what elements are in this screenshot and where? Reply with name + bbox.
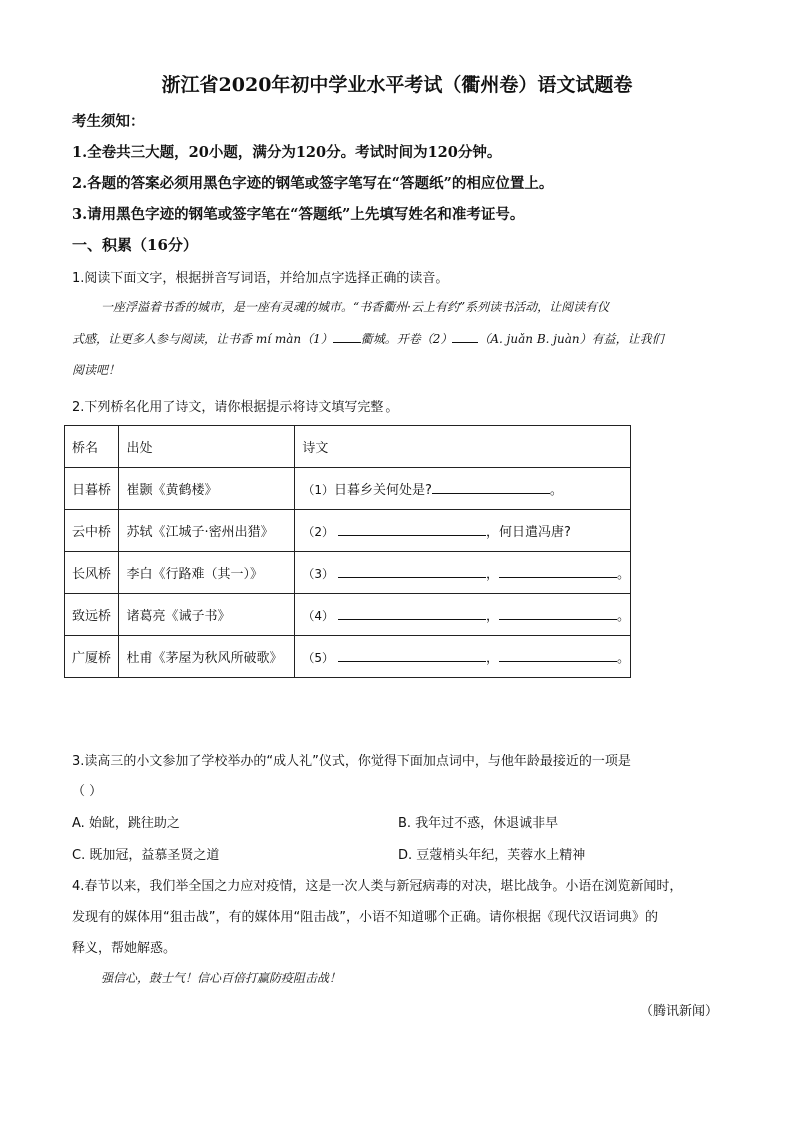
question-1-passage-line-3: 阅读吧！ <box>72 363 121 377</box>
poem-punct: 。 <box>616 609 630 624</box>
poem-line <box>295 636 631 678</box>
item-number: （5） <box>302 651 334 665</box>
poem-punct: 。 <box>616 567 630 582</box>
notice-item-1: 1.全卷共三大题，20小题，满分为120分。考试时间为120分钟。 <box>72 144 502 161</box>
poem-line <box>295 510 631 552</box>
bridge-name: 长风桥 <box>65 552 119 594</box>
notice-item-2: 2.各题的答案必须用黑色字迹的钢笔或签字笔写在“答题纸”的相应位置上。 <box>72 175 554 192</box>
answer-blank-2[interactable] <box>452 330 478 343</box>
news-source: （腾讯新闻） <box>640 1004 719 1019</box>
poem-source: 杜甫《茅屋为秋风所破歌》 <box>119 636 295 678</box>
answer-blank-1[interactable] <box>333 330 361 343</box>
news-quote: 强信心，鼓士气！信心百倍打赢防疫阻击战！ <box>101 971 342 985</box>
poem-punct: ， <box>485 567 499 582</box>
item-number: （2） <box>302 525 334 539</box>
poem-punct: ， <box>485 651 499 666</box>
question-1-passage-line-1: 一座浮溢着书香的城市，是一座有灵魂的城市。“书香衢州·云上有约”系列读书活动，让阅读有仪 <box>101 300 610 314</box>
question-4-line-1: 4.春节以来，我们举全国之力应对疫情，这是一次人类与新冠病毒的对决，堪比战争。小语在浏览新闻时， <box>72 879 683 894</box>
item-number: （1） <box>302 483 334 497</box>
answer-blank[interactable] <box>338 607 486 620</box>
question-4-line-2: 发现有的媒体用“狙击战”，有的媒体用“阻击战”，小语不知道哪个正确。请你根据《现代汉语词典》的 <box>72 910 658 925</box>
question-3-option-c: C. 既加冠，益慕圣贤之道 <box>72 848 220 863</box>
passage-text-c: （A. juǎn B. juàn）有益，让我们 <box>478 332 664 346</box>
answer-blank[interactable] <box>338 565 486 578</box>
bridge-poem-table <box>64 425 631 678</box>
question-1-passage-line-2 <box>72 330 664 347</box>
passage-text-a: 式感，让更多人参与阅读，让书香 mí màn（1） <box>72 332 333 346</box>
poem-source: 苏轼《江城子·密州出猎》 <box>119 510 295 552</box>
bridge-name: 日暮桥 <box>65 468 119 510</box>
page-title: 浙江省2020年初中学业水平考试（衢州卷）语文试题卷 <box>161 74 633 96</box>
poem-line <box>295 468 631 510</box>
header-source: 出处 <box>119 426 295 468</box>
item-number: （4） <box>302 609 334 623</box>
poem-line <box>295 552 631 594</box>
poem-punct: 。 <box>549 483 563 498</box>
question-3-option-d: D. 豆蔻梢头年纪，芙蓉水上精神 <box>398 848 586 863</box>
table-row <box>65 594 631 636</box>
table-row <box>65 468 631 510</box>
table-row <box>65 552 631 594</box>
section-heading-accumulation: 一、积累（16分） <box>72 236 198 254</box>
answer-blank[interactable] <box>499 607 617 620</box>
poem-punct: ， <box>485 609 499 624</box>
answer-blank[interactable] <box>499 565 617 578</box>
item-number: （3） <box>302 567 334 581</box>
bridge-name: 云中桥 <box>65 510 119 552</box>
table-row <box>65 636 631 678</box>
poem-line <box>295 594 631 636</box>
bridge-name: 致远桥 <box>65 594 119 636</box>
question-2-stem-text: 2.下列桥名化用了诗文，请你根据提示将诗文填写完整 <box>72 400 384 415</box>
question-3-option-a: A. 始龀，跳往助之 <box>72 816 180 831</box>
question-3-stem: 3.读高三的小文参加了学校举办的“成人礼”仪式，你觉得下面加点词中，与他年龄最接近的一项是 <box>72 754 631 769</box>
table-row <box>65 510 631 552</box>
notice-heading: 考生须知： <box>72 113 145 130</box>
poem-source: 崔颢《黄鹤楼》 <box>119 468 295 510</box>
question-4-line-3: 释义，帮她解惑。 <box>72 941 177 956</box>
answer-blank[interactable] <box>499 649 617 662</box>
notice-item-3: 3.请用黑色字迹的钢笔或签字笔在“答题纸”上先填写姓名和准考证号。 <box>72 206 525 223</box>
header-bridge: 桥名 <box>65 426 119 468</box>
question-1-stem: 1.阅读下面文字，根据拼音写词语，并给加点字选择正确的读音。 <box>72 271 449 286</box>
answer-blank[interactable] <box>432 481 550 494</box>
poem-punct: 。 <box>616 651 630 666</box>
question-3-option-b: B. 我年过不惑，休退诚非早 <box>398 816 559 831</box>
answer-blank[interactable] <box>338 649 486 662</box>
bridge-name: 广厦桥 <box>65 636 119 678</box>
poem-source: 诸葛亮《诫子书》 <box>119 594 295 636</box>
poem-given-text: 日暮乡关何处是? <box>333 483 432 498</box>
poem-source: 李白《行路难（其一）》 <box>119 552 295 594</box>
question-3-answer-parens[interactable]: （ ） <box>72 784 103 799</box>
header-poem: 诗文 <box>295 426 631 468</box>
question-2-stem: 2.下列桥名化用了诗文，请你根据提示将诗文填写完整 。 <box>72 400 399 415</box>
passage-text-b: 衢城。开卷（2） <box>360 332 453 346</box>
table-header-row <box>65 426 631 468</box>
answer-blank[interactable] <box>338 523 486 536</box>
poem-given-text: ，何日遣冯唐? <box>485 525 571 540</box>
